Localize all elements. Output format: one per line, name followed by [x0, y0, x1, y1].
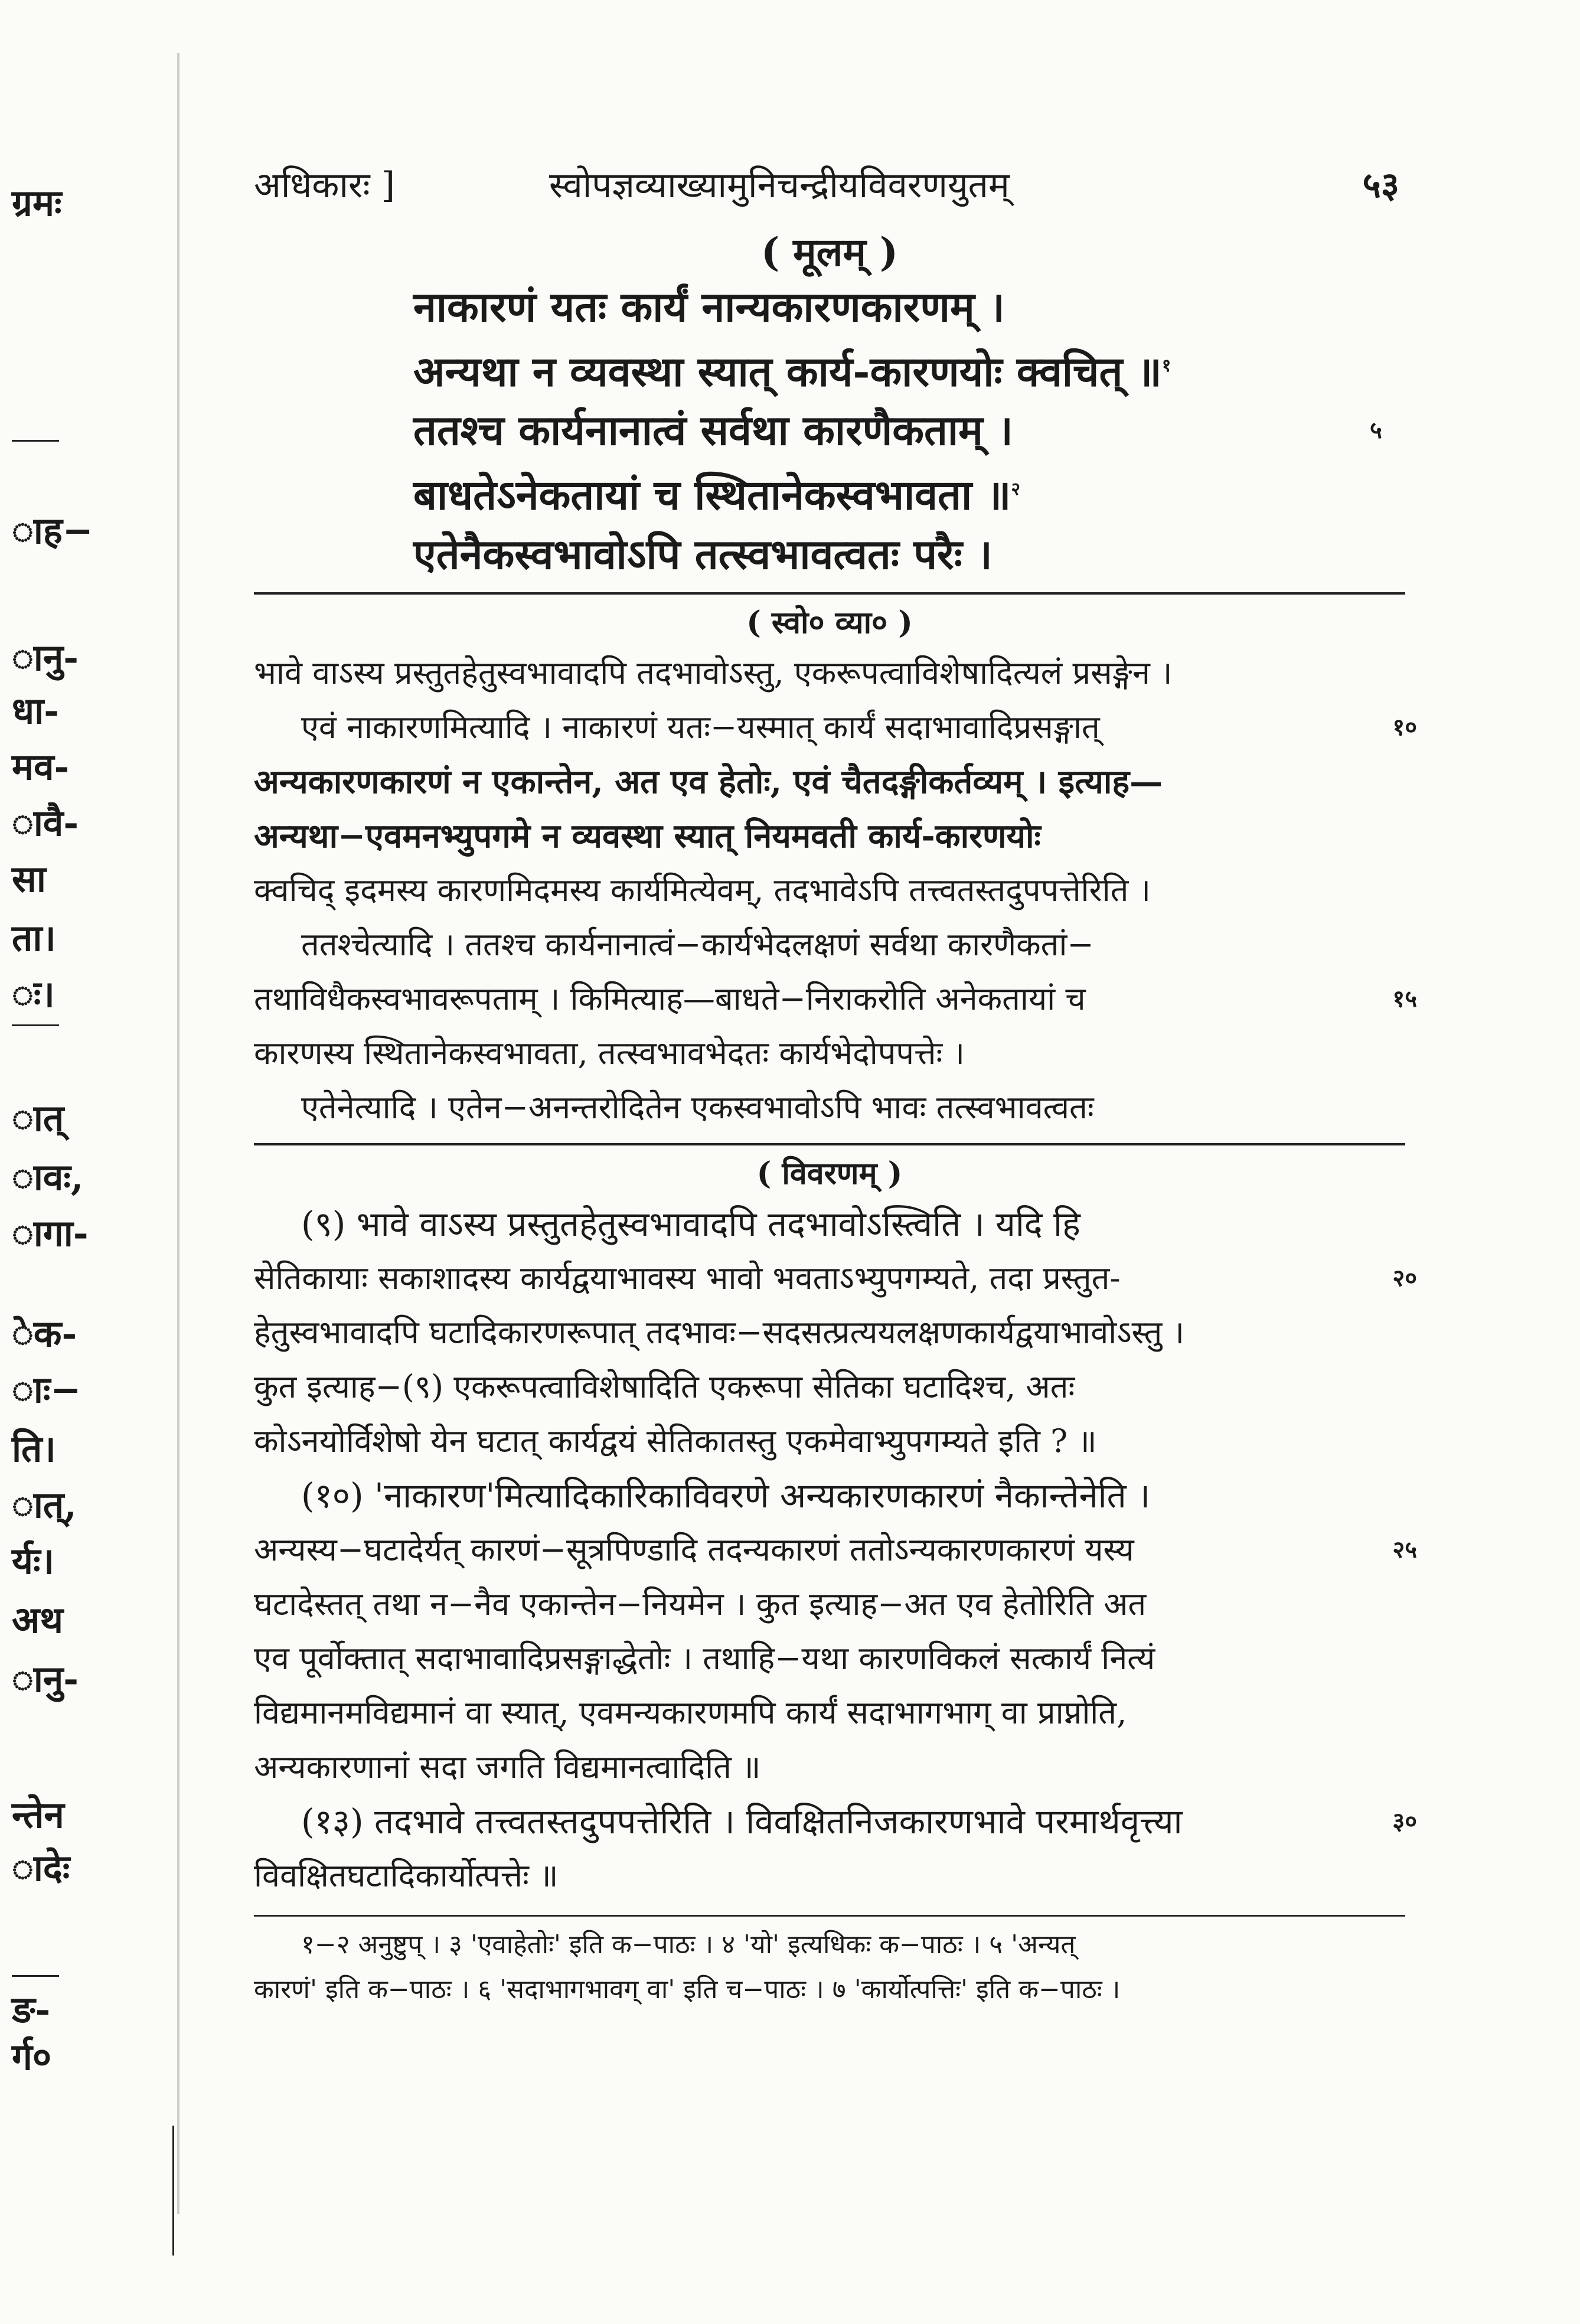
verse-line: ततश्च कार्यनानात्वं सर्वथा कारणैकताम् । ५ [413, 401, 1405, 460]
verse-line: नाकारणं यतः कार्यं नान्यकारणकारणम् । [413, 282, 1005, 331]
vivarana-block [254, 1197, 1417, 1903]
gutter-fragment: ागा- [12, 1212, 89, 1255]
commentary-block [254, 646, 1417, 1135]
gutter-fragment: ग्रमः [12, 181, 62, 224]
line-number: ३० [1392, 1807, 1417, 1835]
gutter-divider [12, 1975, 59, 1977]
commentary-line: अन्यकारणकारणं न एकान्तेन, अत एव हेतोः, एवं चैतदङ्गीकर्तव्यम् । इत्याह— [254, 762, 1163, 801]
vivarana-line: एव पूर्वोक्तात् सदाभावादिप्रसङ्गाद्धेतोः । तथाहि−यथा कारणविकलं सत्कार्यं नित्यं [254, 1639, 1155, 1677]
verse-block [413, 278, 1405, 584]
footnote-line: १−२ अनुष्टुप् । ३ 'एवाहेतोः' इति क−पाठः । ४ 'यो' इत्यधिकः क−पाठः । ५ 'अन्यत् [301, 1929, 1076, 1960]
vivarana-line: हेतुस्वभावादपि घटादिकारणरूपात् तदभावः−सदसत्प्रत्ययलक्षणकार्यद्वयाभावोऽस्तु । [254, 1313, 1184, 1351]
gutter-fragment: ात् [12, 1096, 64, 1140]
gutter-fragment: ः। [12, 972, 55, 1016]
section-divider [254, 1143, 1405, 1145]
commentary-line: ततश्चेत्यादि । ततश्च कार्यनानात्वं−कार्यभेदलक्षणं सर्वथा कारणैकतां− [301, 925, 1094, 963]
vivarana-line: कुत इत्याह−(९) एकरूपत्वाविशेषादिति एकरूपा सेतिका घटादिश्च, अतः [254, 1367, 1075, 1405]
gutter-fragment: ावै- [12, 801, 79, 844]
commentary-line: कारणस्य स्थितानेकस्वभावता, तत्स्वभावभेदतः कार्यभेदोपपत्तेः । [254, 1034, 965, 1072]
section-divider [254, 592, 1405, 595]
verse-line: अन्यथा न व्यवस्था स्यात् कार्य-कारणयोः क्वचित् ॥$^१$ [413, 347, 1171, 396]
gutter-fragment: अथ [12, 1598, 63, 1641]
commentary-line: क्वचिद् इदमस्य कारणमिदमस्य कार्यमित्येवम्, तदभावेऽपि तत्त्वतस्तदुपपत्तेरिति । [254, 871, 1151, 909]
commentary-line: एतेनेत्यादि । एतेन−अनन्तरोदितेन एकस्वभावोऽपि भावः तत्स्वभावत्वतः [301, 1088, 1094, 1126]
binding-edge-lower [172, 2126, 174, 2256]
gutter-fragment: ेक- [12, 1312, 77, 1355]
commentary-section-title: ( स्वो० व्या० ) [746, 604, 913, 641]
verse-line: एतेनैकस्वभावोऽपि तत्स्वभावत्वतः परैः । [413, 529, 993, 579]
vivarana-line: सेतिकायाः सकाशादस्य कार्यद्वयाभावस्य भावो भवताऽभ्युपगम्यते, तदा प्रस्तुत- २० [254, 1251, 1405, 1305]
footnote-ref: १ [1161, 355, 1171, 376]
header-chapter: अधिकारः ] [254, 165, 396, 206]
gutter-fragment: र्ग० [12, 2035, 52, 2078]
line-number: १५ [1392, 984, 1417, 1013]
gutter-fragment: ावः, [12, 1156, 84, 1199]
gutter-fragment: मव- [12, 745, 70, 788]
commentary-line: अन्यथा−एवमनभ्युपगमे न व्यवस्था स्यात् नियमवती कार्य-कारणयोः [254, 816, 1041, 856]
vivarana-line: (१०) 'नाकारण'मित्यादिकारिकाविवरणे अन्यकारणकारणं नैकान्तेनेति । [301, 1475, 1151, 1516]
commentary-line: एवं नाकारणमित्यादि । नाकारणं यतः−यस्मात् कार्यं सदाभावादिप्रसङ्गात् १० [254, 700, 1405, 755]
commentary-line: तथाविधैकस्वभावरूपताम् । किमित्याह—बाधते−निराकरोति अनेकतायां च १५ [254, 972, 1405, 1026]
verse-section-title: ( मूलम् ) [760, 229, 899, 275]
footnotes [254, 1922, 1405, 2012]
vivarana-line: कोऽनयोर्विशेषो येन घटात् कार्यद्वयं सेतिकातस्तु एकमेवाभ्युपगम्यते इति ? ॥ [254, 1422, 1097, 1460]
line-number: २० [1392, 1264, 1417, 1292]
footnote-divider [254, 1915, 1405, 1917]
page-number: ५३ [1362, 165, 1399, 206]
line-number: १० [1392, 713, 1417, 741]
vivarana-line: घटादेस्तत् तथा न−नैव एकान्तेन−नियमेन । कुत इत्याह−अत एव हेतोरिति अत [254, 1585, 1147, 1623]
verse-line: बाधतेऽनेकतायां च स्थितानेकस्वभावता ॥$^२$ [413, 470, 1020, 520]
gutter-fragment: ादेः [12, 1846, 70, 1889]
footnote-ref: २ [1011, 479, 1020, 500]
gutter-fragment: ाः− [12, 1368, 81, 1411]
gutter-divider [12, 440, 59, 442]
page-content [254, 159, 1417, 2012]
gutter-fragment: ङ- [12, 1988, 51, 2031]
binding-edge [177, 53, 179, 2214]
gutter-fragment: ानु- [12, 1657, 79, 1700]
vivarana-line: अन्यस्य−घटादेर्यत् कारणं−सूत्रपिण्डादि तदन्यकारणं ततोऽन्यकारणकारणं यस्य २५ [254, 1523, 1405, 1577]
gutter-fragment: ति। [12, 1427, 56, 1470]
gutter-fragment: ानु- [12, 636, 79, 679]
gutter-fragment: ाह− [12, 509, 93, 552]
running-header [254, 159, 1405, 213]
gutter-fragment: धा- [12, 689, 59, 732]
vivarana-line: विवक्षितघटादिकार्योत्पत्तेः ॥ [254, 1856, 559, 1894]
gutter-fragment: सा [12, 857, 46, 900]
footnote-line: कारणं' इति क−पाठः । ६ 'सदाभागभावग् वा' इति च−पाठः । ७ 'कार्योत्पत्तिः' इति क−पाठः । [254, 1974, 1121, 2005]
vivarana-line: विद्यमानमविद्यमानं वा स्यात्, एवमन्यकारणमपि कार्यं सदाभागभाग् वा प्राप्नोति, [254, 1693, 1127, 1731]
vivarana-line: (९) भावे वाऽस्य प्रस्तुतहेतुस्वभावादपि तदभावोऽस्त्विति । यदि हि [301, 1203, 1080, 1244]
vivarana-line: अन्यकारणानां सदा जगति विद्यमानत्वादिति ॥ [254, 1748, 761, 1786]
gutter-divider [12, 1024, 59, 1026]
previous-page-gutter [0, 0, 171, 2324]
line-number: ५ [1370, 416, 1382, 445]
gutter-fragment: र्यः। [12, 1539, 54, 1582]
commentary-line: भावे वाऽस्य प्रस्तुतहेतुस्वभावादपि तदभावोऽस्तु, एकरूपत्वाविशेषादित्यलं प्रसङ्गेन । [254, 654, 1173, 691]
vivarana-line: (१३) तदभावे तत्त्वतस्तदुपपत्तेरिति । विवक्षितनिजकारणभावे परमार्थवृत्त्या ३० [254, 1794, 1405, 1849]
line-number: २५ [1392, 1535, 1417, 1564]
vivarana-section-title: ( विवरणम् ) [756, 1155, 903, 1192]
gutter-fragment: ात्, [12, 1483, 77, 1526]
gutter-fragment: ता। [12, 916, 56, 959]
header-title: स्वोपज्ञव्याख्यामुनिचन्द्रीयविवरणयुतम् [549, 165, 1010, 206]
gutter-fragment: न्तेन [12, 1793, 64, 1836]
